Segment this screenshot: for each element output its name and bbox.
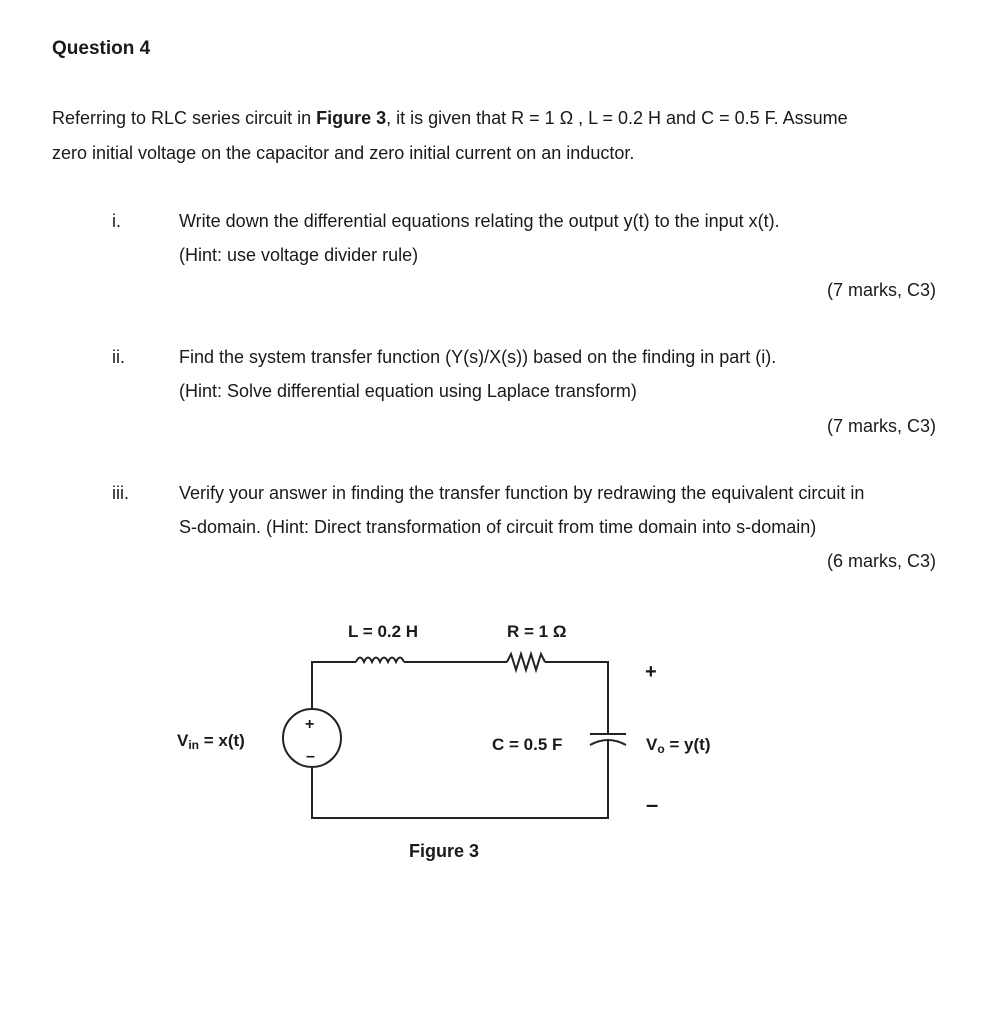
part-iii-hint: S-domain. (Hint: Direct transformation of circuit from time domain into s-domain) <box>179 517 817 537</box>
part-i-text: Write down the differential equations relating the output y(t) to the input x(t). <box>179 211 780 231</box>
figure-caption: Figure 3 <box>409 841 480 861</box>
source-minus-sign: – <box>306 748 315 765</box>
wire-bottom <box>312 741 608 818</box>
part-iii-marks: (6 marks, C3) <box>826 551 936 571</box>
part-i-number: i. <box>112 211 121 231</box>
intro-line-2: zero initial voltage on the capacitor and zero initial current on an inductor. <box>52 143 635 163</box>
source-label: Vin = x(t) <box>177 731 245 752</box>
part-ii-number: ii. <box>112 347 125 367</box>
inductor-symbol <box>356 658 404 663</box>
part-iii-text: Verify your answer in finding the transfer function by redrawing the equivalent circuit in <box>179 483 865 503</box>
part-i-hint: (Hint: use voltage divider rule) <box>179 245 419 265</box>
inductor-label: L = 0.2 H <box>348 622 419 641</box>
part-iii-number: iii. <box>112 483 129 503</box>
output-minus-sign: – <box>646 792 659 817</box>
output-label: Vo = y(t) <box>646 735 711 756</box>
part-ii-text: Find the system transfer function (Y(s)/X(s)) based on the finding in part (i). <box>179 347 777 367</box>
output-plus-sign: + <box>645 661 657 683</box>
wire-top-right <box>545 662 608 734</box>
capacitor-label: C = 0.5 F <box>492 735 563 754</box>
intro-line-1: Referring to RLC series circuit in Figure 3, it is given that R = 1 Ω , L = 0.2 H and C = 0.5 F. Assume <box>52 108 848 128</box>
resistor-label: R = 1 Ω <box>507 622 567 641</box>
part-i-marks: (7 marks, C3) <box>826 280 936 300</box>
source-plus-sign: + <box>305 716 315 733</box>
part-ii-marks: (7 marks, C3) <box>826 416 936 436</box>
part-ii-hint: (Hint: Solve differential equation using Laplace transform) <box>179 381 637 401</box>
wire-top-left <box>312 662 356 708</box>
resistor-symbol <box>507 654 545 670</box>
figure-reference: Figure 3 <box>316 108 387 128</box>
question-title: Question 4 <box>52 38 151 59</box>
